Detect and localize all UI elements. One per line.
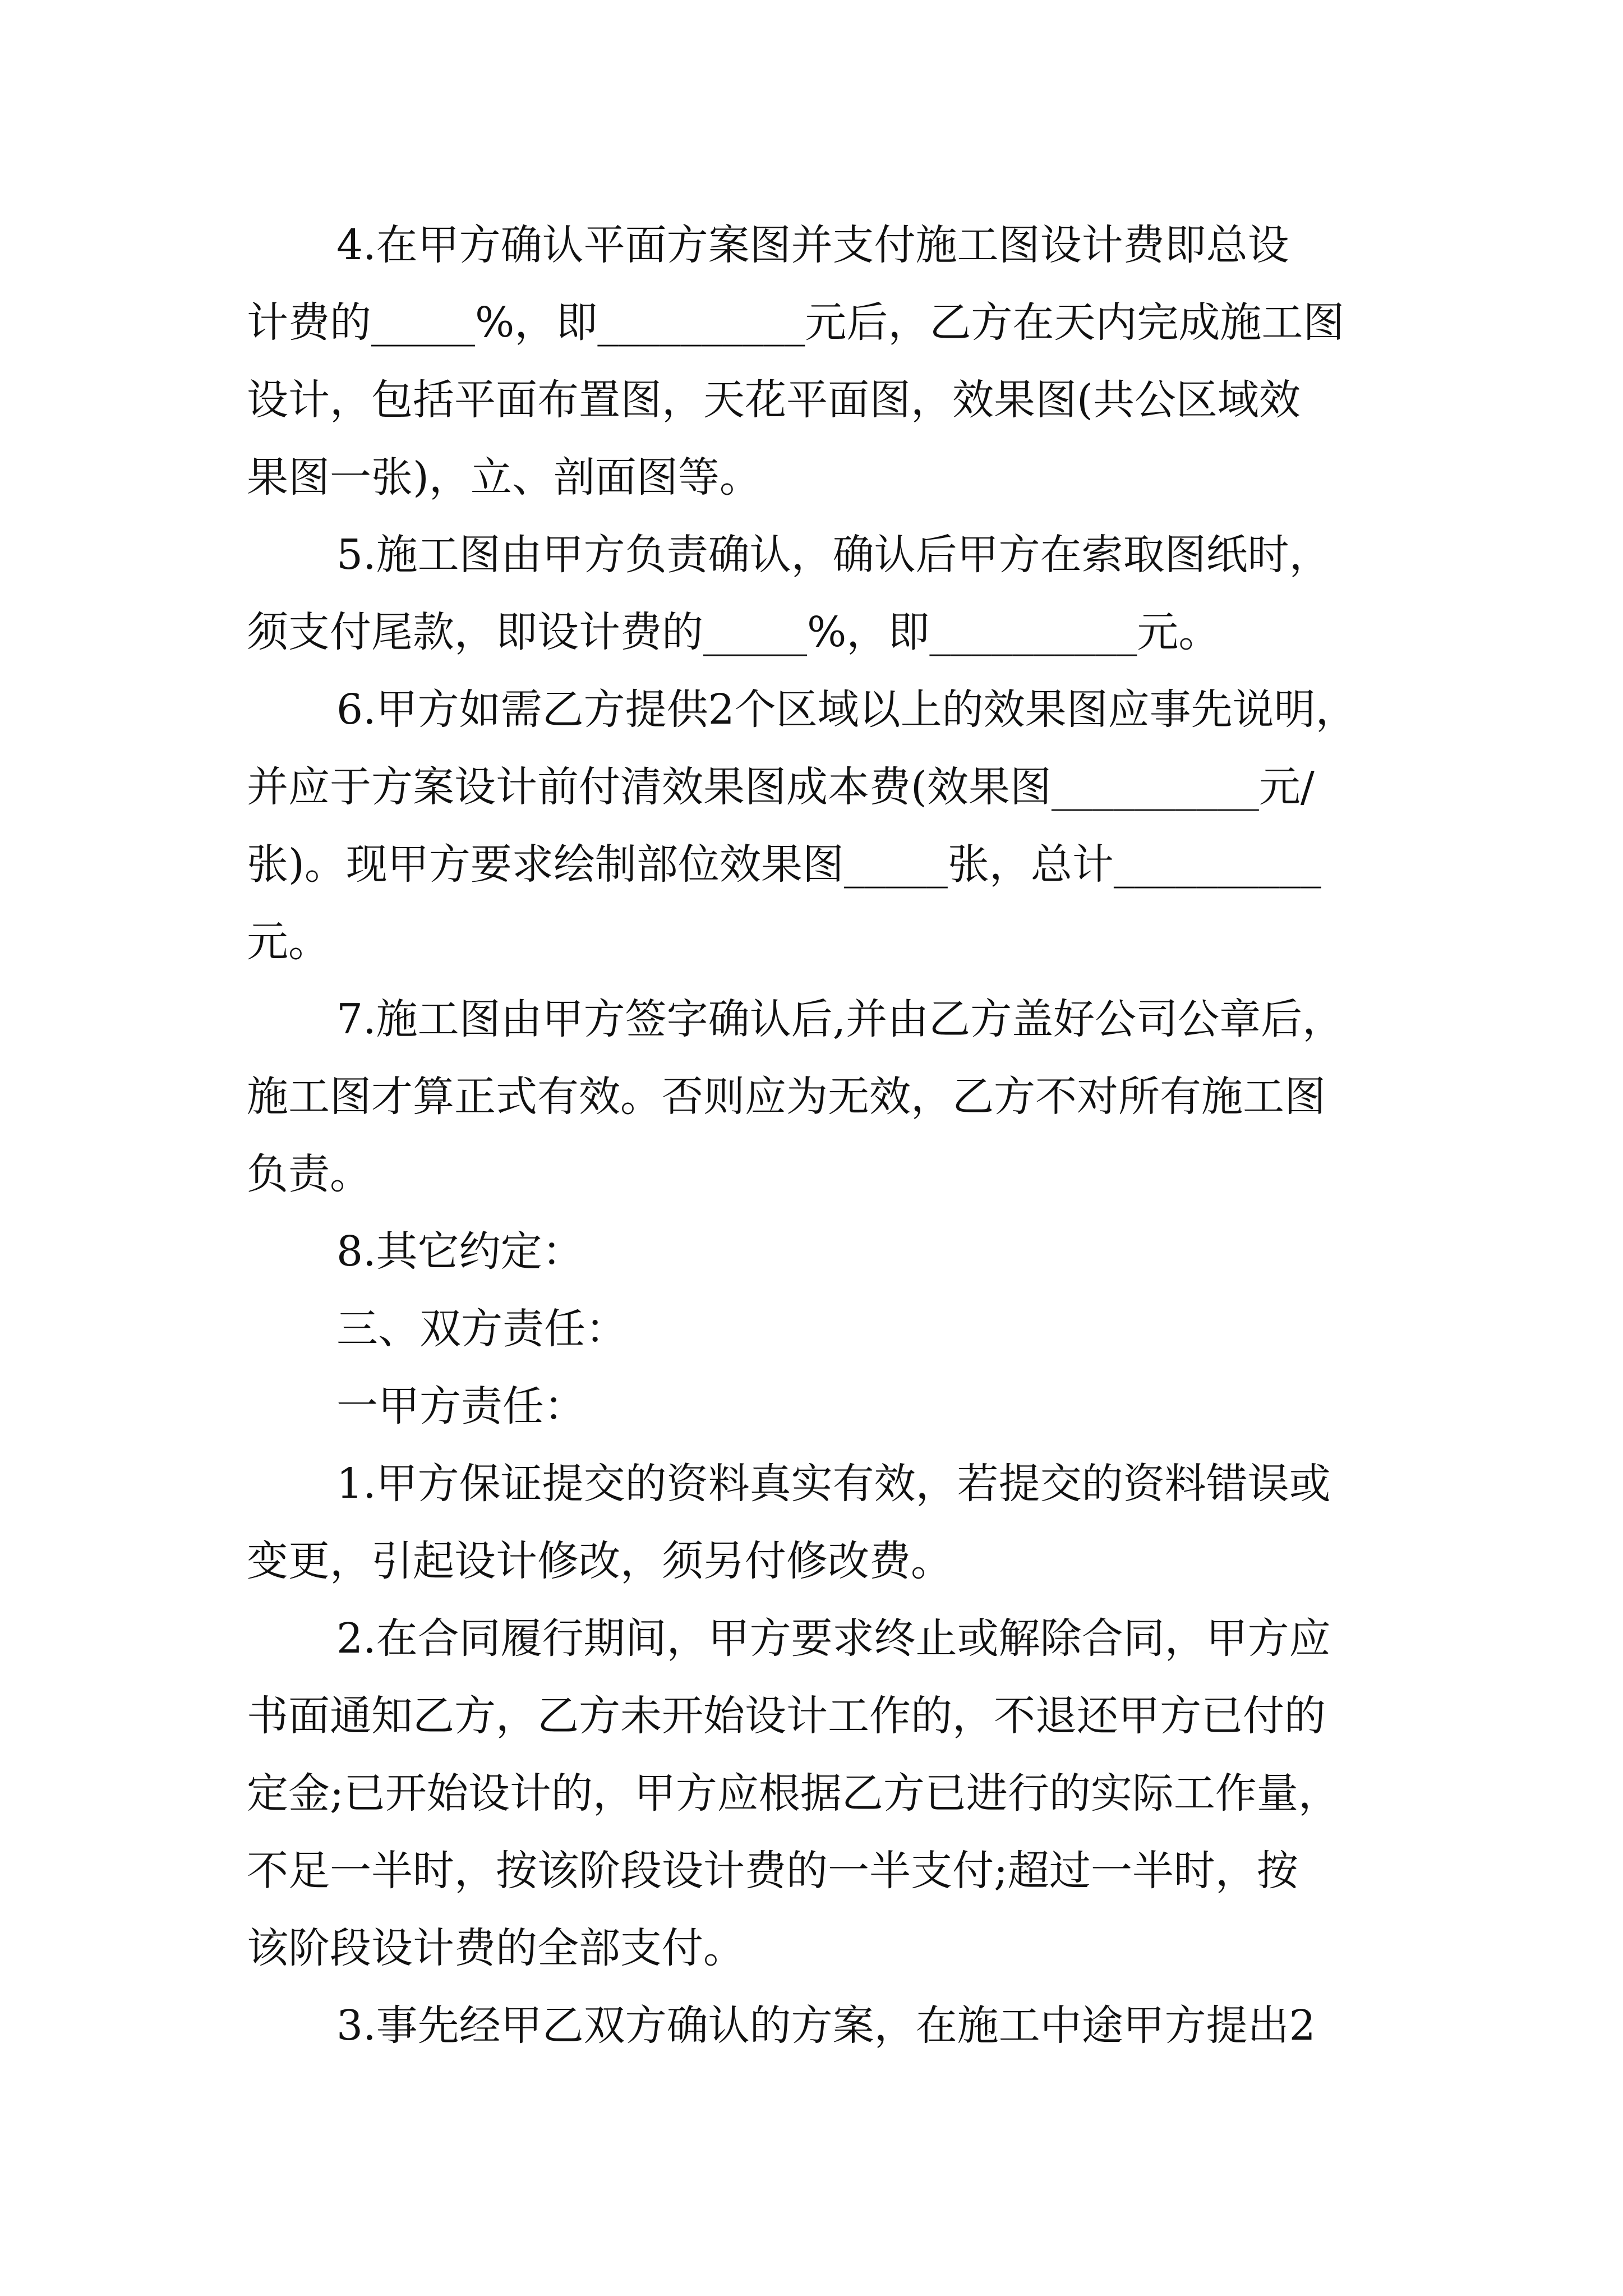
text-line: 1.甲方保证提交的资料真实有效，若提交的资料错误或 [336, 1460, 1331, 1508]
text-line: 8.其它约定： [336, 1227, 584, 1276]
text-line: 并应于方案设计前付清效果图成本费(效果图__________元/ [247, 763, 1315, 811]
text-line: 不足一半时，按该阶段设计费的一半支付;超过一半时，按 [247, 1847, 1298, 1895]
text-line: 元。 [247, 918, 330, 966]
section-heading: 三、双方责任： [336, 1305, 627, 1353]
text-line: 2.在合同履行期间，甲方要求终止或解除合同，甲方应 [336, 1614, 1331, 1663]
text-line: 果图一张)，立、剖面图等。 [247, 453, 761, 501]
text-line: 施工图才算正式有效。否则应为无效，乙方不对所有施工图 [247, 1073, 1326, 1121]
text-line: 设计，包括平面布置图，天花平面图，效果图(共公区域效 [247, 376, 1301, 424]
text-line: 7.施工图由甲方签字确认后,并由乙方盖好公司公章后， [336, 995, 1344, 1043]
text-line: 计费的_____%，即__________元后，乙方在天内完成施工图 [247, 298, 1345, 347]
text-line: 5.施工图由甲方负责确认，确认后甲方在索取图纸时， [336, 531, 1331, 579]
text-line: 张)。现甲方要求绘制部位效果图_____张，总计__________ [247, 840, 1321, 889]
subsection-heading: 一甲方责任： [336, 1382, 585, 1430]
text-line: 负责。 [247, 1150, 371, 1198]
text-line: 书面通知乙方，乙方未开始设计工作的，不退还甲方已付的 [247, 1692, 1326, 1740]
text-line: 6.甲方如需乙方提供2个区域以上的效果图应事先说明， [336, 685, 1357, 734]
text-line: 须支付尾款，即设计费的_____%，即__________元。 [247, 608, 1220, 656]
text-line: 定金;已开始设计的，甲方应根据乙方已进行的实际工作量， [247, 1769, 1340, 1818]
text-line: 变更，引起设计修改，须另付修改费。 [247, 1537, 952, 1585]
text-line: 4.在甲方确认平面方案图并支付施工图设计费即总设 [336, 221, 1289, 269]
text-line: 该阶段设计费的全部支付。 [247, 1924, 745, 1972]
text-line: 3.事先经甲乙双方确认的方案，在施工中途甲方提出2 [336, 2001, 1316, 2050]
